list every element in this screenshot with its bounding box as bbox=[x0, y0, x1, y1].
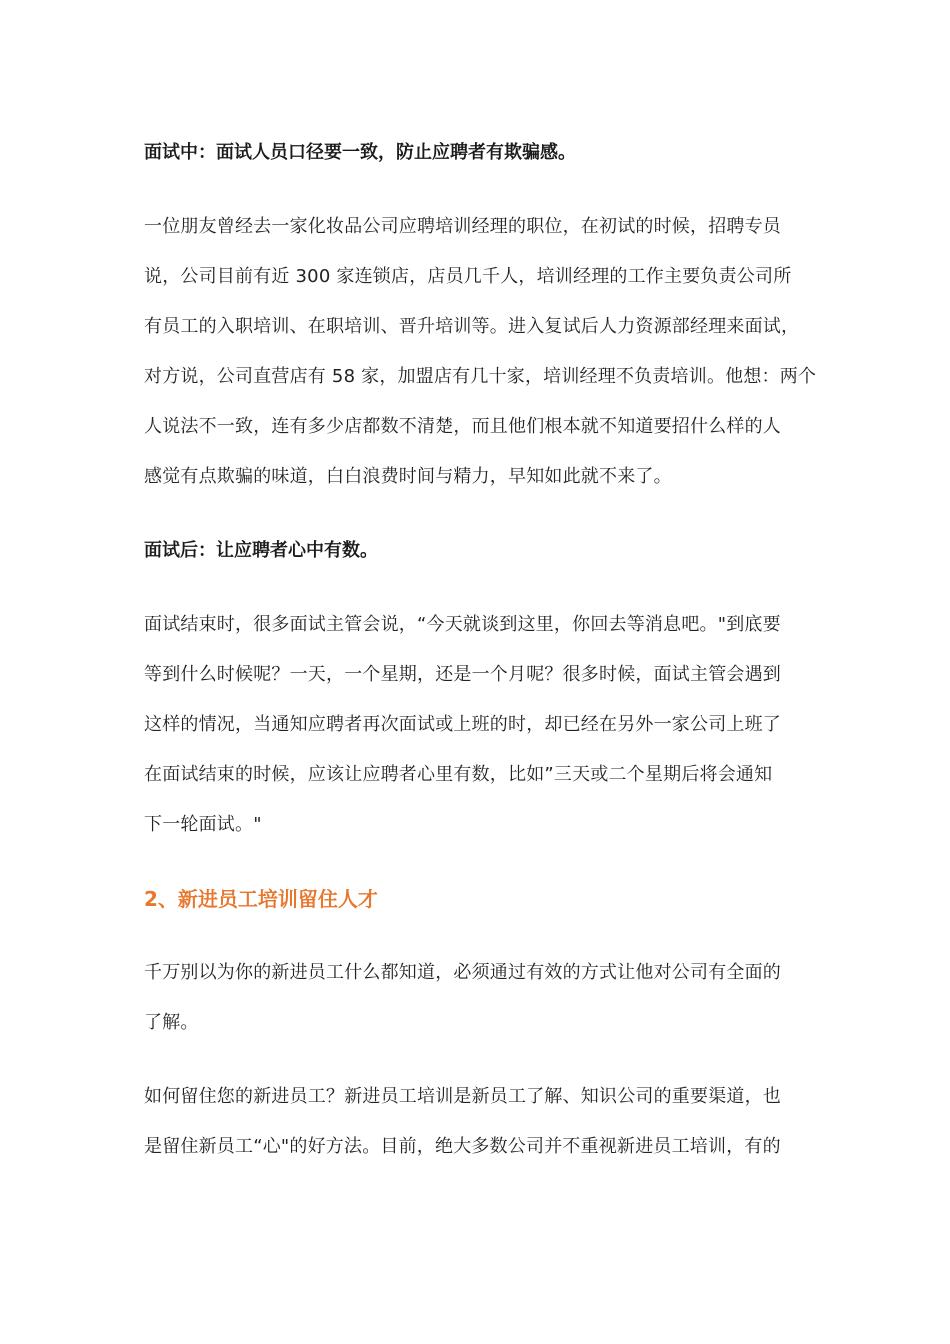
paragraph-line: 对方说，公司直营店有 58 家，加盟店有几十家，培训经理不负责培训。他想：两个 bbox=[144, 366, 817, 387]
paragraph-line: 千万别以为你的新进员工什么都知道，必须通过有效的方式让他对公司有全面的 bbox=[144, 962, 781, 983]
paragraph-line: 说，公司目前有近 300 家连锁店，店员几千人，培训经理的工作主要负责公司所 bbox=[144, 266, 792, 287]
paragraph-line: 面试结束时，很多面试主管会说，“今天就谈到这里，你回去等消息吧。"到底要 bbox=[144, 614, 781, 635]
paragraph-line: 一位朋友曾经去一家化妆品公司应聘培训经理的职位，在初试的时候，招聘专员 bbox=[144, 216, 781, 237]
paragraph-line: 感觉有点欺骗的味道，白白浪费时间与精力，早知如此就不来了。 bbox=[144, 466, 672, 487]
paragraph-line: 这样的情况，当通知应聘者再次面试或上班的时，却已经在另外一家公司上班了 bbox=[144, 714, 781, 735]
document-body bbox=[144, 128, 817, 1172]
interview-during-heading: 面试中：面试人员口径要一致，防止应聘者有欺骗感。 bbox=[144, 142, 576, 163]
interview-after-heading: 面试后：让应聘者心中有数。 bbox=[144, 540, 378, 561]
paragraph-line: 人说法不一致，连有多少店都数不清楚，而且他们根本就不知道要招什么样的人 bbox=[144, 416, 781, 437]
paragraph-line: 是留住新员工“心"的好方法。目前，绝大多数公司并不重视新进员工培训，有的 bbox=[144, 1136, 781, 1157]
interview-during-paragraph bbox=[144, 202, 817, 502]
paragraph-line: 在面试结束的时候，应该让应聘者心里有数，比如”三天或二个星期后将会通知 bbox=[144, 764, 773, 785]
paragraph-line: 等到什么时候呢？一天，一个星期，还是一个月呢？很多时候，面试主管会遇到 bbox=[144, 664, 781, 685]
section-paragraph-1 bbox=[144, 948, 808, 1048]
section-title: 2、新进员工培训留住人才 bbox=[144, 887, 378, 911]
section-paragraph-2 bbox=[144, 1072, 808, 1172]
paragraph-line: 如何留住您的新进员工？新进员工培训是新员工了解、知识公司的重要渠道，也 bbox=[144, 1086, 781, 1107]
interview-after-paragraph bbox=[144, 600, 808, 850]
paragraph-line: 下一轮面试。" bbox=[144, 814, 262, 835]
paragraph-line: 有员工的入职培训、在职培训、晋升培训等。进入复试后人力资源部经理来面试， bbox=[144, 316, 800, 337]
paragraph-line: 了解。 bbox=[144, 1012, 199, 1033]
